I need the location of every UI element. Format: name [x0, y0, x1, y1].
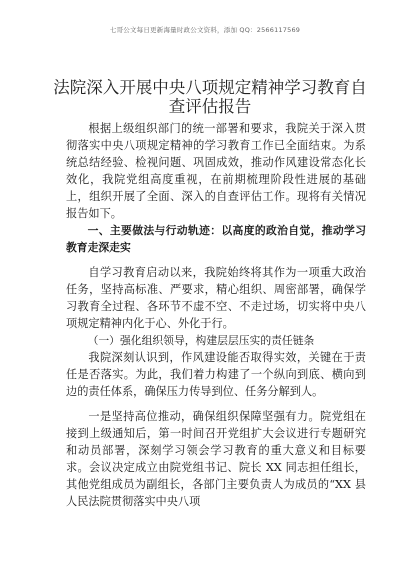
sub-heading-1: （一）强化组织领导，构建层层压实的责任链条	[87, 334, 315, 347]
spacer	[66, 256, 366, 264]
intro-paragraph: 根据上级组织部门的统一部署和要求，我院关于深入贯彻落实中央八项规定精神的学习教育工作已全面结束。为系统总结经验、检视问题、巩固成效，推动作风建设常态化长效化，我院党组高度重视，在前期梳理阶段性进展的基础上，组织开展了全面、深入的自查评估工作。现将有关情况报告如下。	[66, 122, 366, 220]
document-body	[66, 120, 366, 510]
body-paragraph: 自学习教育启动以来，我院始终将其作为一项重大政治任务，坚持高标准、严要求，精心组织、周密部署，确保学习教育全过程、各环节不虚不空、不走过场，切实将中央八项规定精神内化于心、外化于行。	[66, 266, 366, 330]
header-note: 七哥公文每日更新海量时政公文资料，添加 QQ：2566117569	[109, 26, 301, 34]
body-paragraph: 一是坚持高位推动，确保组织保障坚强有力。院党组在接到上级通知后，第一时间召开党组扩大会议进行专题研究和动员部署，深刻学习领会学习教育的重大意义和目标要求。会议决定成立由院党组书记、院长 XX 同志担任组长，其他党组成员为副组长，各部门主要负责人为成员的“XX 县人民法院贯彻落实中央八项	[66, 410, 366, 508]
page-title: 法院深入开展中央八项规定精神学习教育自查评估报告	[53, 78, 367, 116]
spacer	[66, 400, 366, 408]
section-heading-1: 一、主要做法与行动轨迹：以高度的政治自觉，推动学习教育走深走实	[66, 224, 366, 254]
body-paragraph: 我院深刻认识到，作风建设能否取得实效，关键在于责任是否落实。为此，我们着力构建了一个纵向到底、横向到边的责任体系，确保压力传导到位、任务分解到人。	[66, 351, 366, 398]
